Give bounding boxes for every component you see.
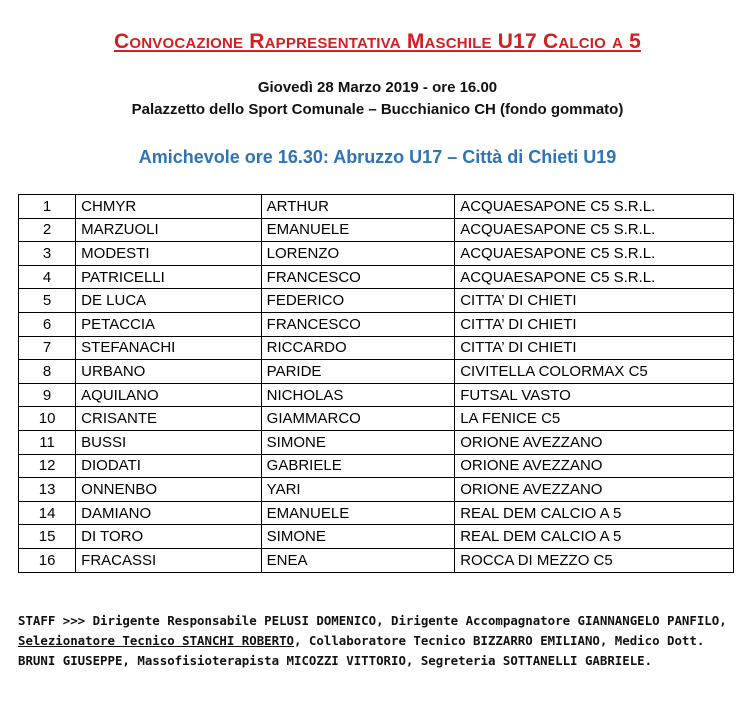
player-number: 4: [19, 265, 76, 289]
players-table: [18, 194, 734, 573]
player-name: FRANCESCO: [261, 265, 455, 289]
player-club: ACQUAESAPONE C5 S.R.L.: [455, 195, 734, 219]
player-club: FUTSAL VASTO: [455, 383, 734, 407]
date-time-line: Giovedì 28 Marzo 2019 - ore 16.00: [257, 79, 498, 96]
player-surname: PATRICELLI: [76, 265, 262, 289]
player-club: CITTA’ DI CHIETI: [455, 312, 734, 336]
player-number: 11: [19, 430, 76, 454]
player-name: GABRIELE: [261, 454, 455, 478]
table-row: [19, 454, 734, 478]
player-number: 8: [19, 360, 76, 384]
player-name: ARTHUR: [261, 195, 455, 219]
player-surname: CRISANTE: [76, 407, 262, 431]
staff-coach-underlined: Selezionatore Tecnico STANCHI ROBERTO: [18, 633, 295, 648]
table-row: [19, 548, 734, 572]
player-number: 5: [19, 289, 76, 313]
player-surname: AQUILANO: [76, 383, 262, 407]
player-club: REAL DEM CALCIO A 5: [455, 501, 734, 525]
venue-line: Palazzetto dello Sport Comunale – Bucchianico CH (fondo gommato): [131, 101, 624, 118]
player-surname: MODESTI: [76, 242, 262, 266]
player-name: NICHOLAS: [261, 383, 455, 407]
player-number: 6: [19, 312, 76, 336]
friendly-match-line: Amichevole ore 16.30: Abruzzo U17 – Città di Chieti U19: [138, 147, 617, 167]
player-club: ROCCA DI MEZZO C5: [455, 548, 734, 572]
player-number: 7: [19, 336, 76, 360]
player-surname: MARZUOLI: [76, 218, 262, 242]
player-number: 1: [19, 195, 76, 219]
player-number: 10: [19, 407, 76, 431]
table-row: [19, 289, 734, 313]
table-row: [19, 195, 734, 219]
table-row: [19, 430, 734, 454]
player-club: LA FENICE C5: [455, 407, 734, 431]
player-name: FEDERICO: [261, 289, 455, 313]
table-row: [19, 360, 734, 384]
player-name: ENEA: [261, 548, 455, 572]
table-row: [19, 407, 734, 431]
player-club: CIVITELLA COLORMAX C5: [455, 360, 734, 384]
player-surname: DIODATI: [76, 454, 262, 478]
player-club: CITTA’ DI CHIETI: [455, 289, 734, 313]
player-name: PARIDE: [261, 360, 455, 384]
player-number: 16: [19, 548, 76, 572]
player-club: ACQUAESAPONE C5 S.R.L.: [455, 265, 734, 289]
staff-paragraph: [18, 611, 738, 671]
player-club: ORIONE AVEZZANO: [455, 430, 734, 454]
player-surname: DI TORO: [76, 525, 262, 549]
player-name: EMANUELE: [261, 218, 455, 242]
table-row: [19, 218, 734, 242]
table-row: [19, 242, 734, 266]
player-name: YARI: [261, 478, 455, 502]
player-surname: DAMIANO: [76, 501, 262, 525]
table-row: [19, 501, 734, 525]
table-row: [19, 265, 734, 289]
player-number: 3: [19, 242, 76, 266]
player-number: 13: [19, 478, 76, 502]
player-club: CITTA’ DI CHIETI: [455, 336, 734, 360]
table-row: [19, 312, 734, 336]
player-club: ORIONE AVEZZANO: [455, 454, 734, 478]
player-name: RICCARDO: [261, 336, 455, 360]
player-surname: BUSSI: [76, 430, 262, 454]
staff-text: STAFF >>> Dirigente Responsabile PELUSI DOMENICO, Dirigente Accompagnatore GIANNANGELO PANFILO,: [18, 613, 727, 628]
staff-text-rest: , Collaboratore Tecnico BIZZARRO EMILIANO, Medico Dott. BRUNI GIUSEPPE, Massofisioterapista MICOZZI VITTORIO, Segreteria SOTTANELLI GABRIELE.: [18, 633, 705, 668]
player-name: GIAMMARCO: [261, 407, 455, 431]
player-surname: CHMYR: [76, 195, 262, 219]
player-club: REAL DEM CALCIO A 5: [455, 525, 734, 549]
player-number: 15: [19, 525, 76, 549]
player-name: EMANUELE: [261, 501, 455, 525]
player-surname: ONNENBO: [76, 478, 262, 502]
player-number: 9: [19, 383, 76, 407]
player-surname: PETACCIA: [76, 312, 262, 336]
player-number: 14: [19, 501, 76, 525]
player-club: ORIONE AVEZZANO: [455, 478, 734, 502]
player-name: LORENZO: [261, 242, 455, 266]
table-row: [19, 478, 734, 502]
player-surname: STEFANACHI: [76, 336, 262, 360]
table-row: [19, 336, 734, 360]
table-row: [19, 383, 734, 407]
player-surname: DE LUCA: [76, 289, 262, 313]
document-title: Convocazione Rappresentativa Maschile U17 Calcio a 5: [114, 30, 641, 53]
player-surname: FRACASSI: [76, 548, 262, 572]
player-club: ACQUAESAPONE C5 S.R.L.: [455, 242, 734, 266]
player-name: FRANCESCO: [261, 312, 455, 336]
player-number: 12: [19, 454, 76, 478]
player-name: SIMONE: [261, 525, 455, 549]
player-club: ACQUAESAPONE C5 S.R.L.: [455, 218, 734, 242]
player-name: SIMONE: [261, 430, 455, 454]
player-number: 2: [19, 218, 76, 242]
player-surname: URBANO: [76, 360, 262, 384]
table-row: [19, 525, 734, 549]
